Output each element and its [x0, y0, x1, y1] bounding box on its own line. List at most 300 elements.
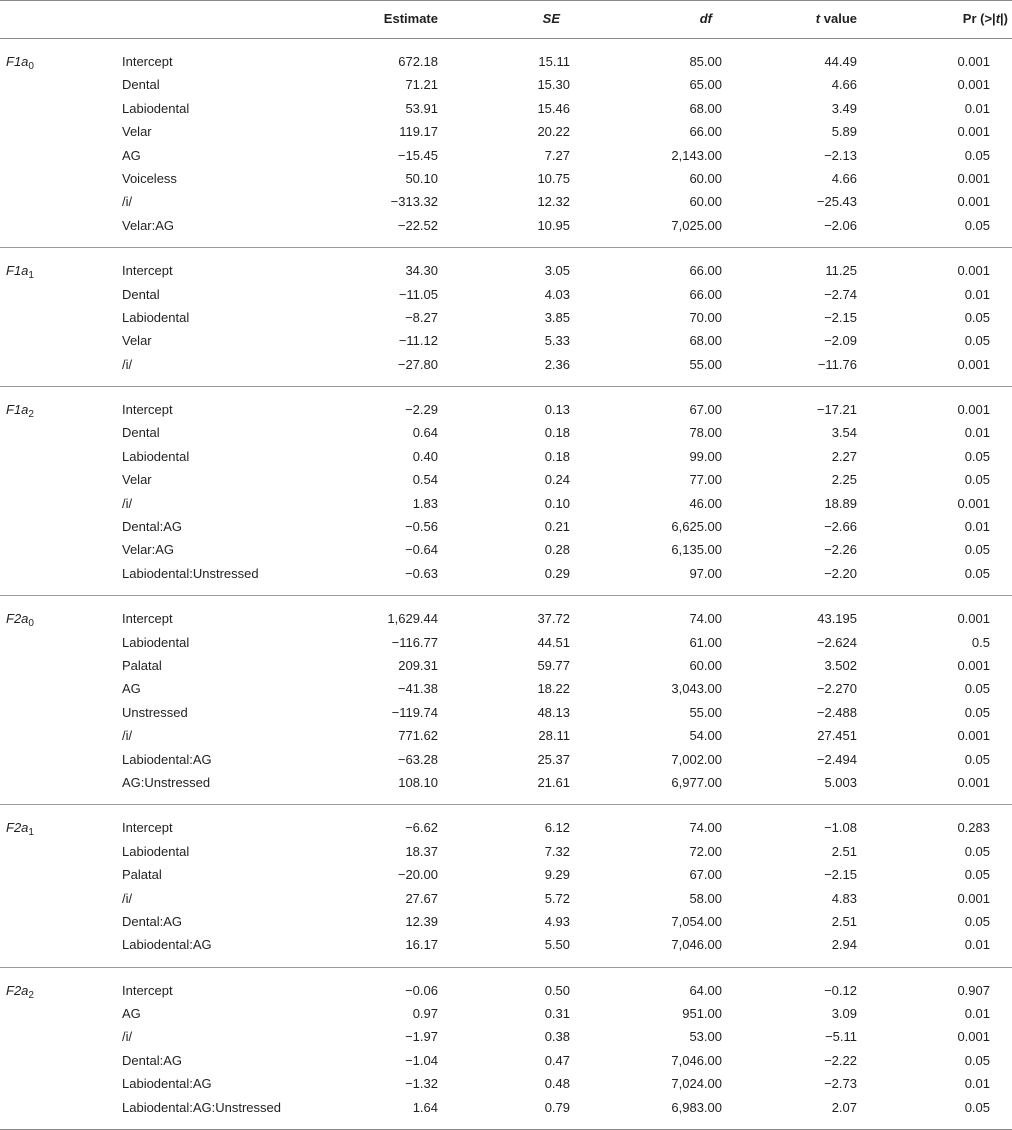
term-cell: Unstressed	[122, 704, 188, 720]
t-value-cell: −2.624	[816, 634, 857, 650]
se-cell: 4.03	[544, 286, 570, 302]
df-cell: 61.00	[689, 634, 722, 650]
df-cell: 66.00	[689, 286, 722, 302]
t-value-cell: 4.66	[831, 77, 857, 93]
se-cell: 7.32	[544, 843, 570, 859]
header-t-value	[816, 11, 857, 27]
p-value-cell: 0.001	[957, 194, 990, 210]
term-cell: AG	[122, 1006, 141, 1022]
table-row	[0, 468, 1012, 491]
df-cell: 58.00	[689, 890, 722, 906]
estimate-cell: 16.17	[405, 937, 438, 953]
se-cell: 0.50	[544, 982, 570, 998]
header-t-letter: t	[815, 11, 821, 26]
term-cell: /i/	[122, 728, 133, 744]
se-cell: 0.10	[544, 495, 570, 511]
term-cell: Dental	[122, 77, 160, 93]
t-value-cell: 4.83	[831, 890, 857, 906]
table-row	[0, 724, 1012, 747]
p-value-cell: 0.01	[964, 425, 990, 441]
header-pr-t: t	[995, 11, 1001, 26]
estimate-cell: −27.80	[397, 356, 438, 372]
table-section	[0, 39, 1012, 248]
header-estimate: Estimate	[383, 11, 438, 26]
table-row	[0, 398, 1012, 421]
term-cell: /i/	[122, 356, 133, 372]
df-cell: 951.00	[682, 1006, 722, 1022]
table-body	[0, 39, 1012, 1130]
term-cell: Intercept	[122, 982, 173, 998]
se-cell: 0.29	[544, 565, 570, 581]
df-cell: 6,977.00	[671, 774, 722, 790]
estimate-cell: −1.97	[405, 1029, 438, 1045]
df-cell: 74.00	[689, 611, 722, 627]
se-cell: 18.22	[537, 681, 570, 697]
p-value-cell: 0.05	[964, 751, 990, 767]
table-row	[0, 748, 1012, 771]
estimate-cell: 12.39	[405, 913, 438, 929]
table-row	[0, 631, 1012, 654]
df-cell: 67.00	[689, 402, 722, 418]
se-cell: 48.13	[537, 704, 570, 720]
estimate-cell: 0.97	[412, 1006, 438, 1022]
estimate-cell: −0.06	[405, 982, 438, 998]
t-value-cell: 3.09	[831, 1006, 857, 1022]
t-value-cell: −5.11	[825, 1029, 857, 1045]
estimate-cell: 18.37	[405, 843, 438, 859]
se-cell: 3.05	[544, 263, 570, 279]
table-row	[0, 144, 1012, 167]
df-cell: 99.00	[689, 448, 722, 464]
p-value-cell: 0.001	[957, 124, 990, 140]
df-cell: 7,002.00	[671, 751, 722, 767]
table-row	[0, 492, 1012, 515]
t-value-cell: 3.54	[831, 425, 857, 441]
estimate-cell: 0.54	[412, 472, 438, 488]
header-pr	[963, 11, 1008, 27]
df-cell: 67.00	[689, 867, 722, 883]
se-cell: 15.46	[537, 100, 570, 116]
estimate-cell: −6.62	[405, 820, 438, 836]
p-value-cell: 0.001	[957, 657, 990, 673]
se-cell: 0.28	[544, 542, 570, 558]
estimate-cell: −116.77	[391, 634, 438, 650]
term-cell: Velar:AG	[122, 542, 175, 558]
group-label-base: F2a	[6, 982, 29, 998]
t-value-cell: 4.66	[831, 170, 857, 186]
df-cell: 68.00	[689, 333, 722, 349]
term-cell: Dental:AG	[122, 1052, 182, 1068]
term-cell: Intercept	[122, 54, 173, 69]
se-cell: 7.27	[544, 147, 570, 163]
term-cell: Voiceless	[122, 170, 177, 186]
p-value-cell: 0.05	[964, 1099, 990, 1115]
p-value-cell: 0.001	[957, 170, 990, 186]
p-value-cell: 0.05	[964, 565, 990, 581]
se-cell: 10.75	[537, 170, 570, 186]
estimate-cell: 71.21	[405, 77, 438, 93]
t-value-cell: −2.73	[824, 1076, 857, 1092]
p-value-cell: 0.01	[964, 937, 990, 953]
df-cell: 74.00	[689, 820, 722, 836]
header-df: df	[699, 11, 712, 26]
t-value-cell: −2.270	[816, 681, 857, 697]
se-cell: 25.37	[537, 751, 570, 767]
p-value-cell: 0.05	[964, 333, 990, 349]
table-section	[0, 387, 1012, 596]
term-cell: Dental	[122, 286, 160, 302]
t-value-cell: 3.502	[824, 657, 857, 673]
estimate-cell: −1.32	[405, 1076, 438, 1092]
se-cell: 15.30	[537, 77, 570, 93]
table-row	[0, 562, 1012, 585]
term-cell: Labiodental:AG	[122, 751, 212, 767]
df-cell: 60.00	[689, 194, 722, 210]
table-row	[0, 771, 1012, 794]
se-cell: 6.12	[544, 820, 570, 836]
se-cell: 0.18	[544, 448, 570, 464]
df-cell: 66.00	[689, 124, 722, 140]
se-cell: 10.95	[537, 217, 570, 233]
t-value-cell: 5.003	[824, 774, 857, 790]
table-row	[0, 863, 1012, 886]
p-value-cell: 0.001	[957, 77, 990, 93]
table-row	[0, 1025, 1012, 1048]
group-label-subscript: 0	[28, 618, 34, 630]
t-value-cell: −2.20	[824, 565, 857, 581]
table-row	[0, 50, 1012, 73]
table-row	[0, 421, 1012, 444]
t-value-cell: 5.89	[831, 124, 857, 140]
table-header	[0, 0, 1012, 39]
table-row	[0, 190, 1012, 213]
df-cell: 85.00	[689, 54, 722, 69]
group-label-subscript: 1	[28, 270, 34, 282]
p-value-cell: 0.001	[957, 611, 990, 627]
t-value-cell: 2.51	[831, 913, 857, 929]
term-cell: Labiodental:AG	[122, 937, 212, 953]
p-value-cell: 0.01	[964, 1076, 990, 1092]
se-cell: 0.24	[544, 472, 570, 488]
t-value-cell: 2.51	[831, 843, 857, 859]
p-value-cell: 0.05	[964, 843, 990, 859]
se-cell: 28.11	[538, 728, 570, 744]
p-value-cell: 0.283	[957, 820, 990, 836]
se-cell: 37.72	[537, 611, 570, 627]
t-value-cell: −0.12	[824, 982, 857, 998]
se-cell: 5.50	[544, 937, 570, 953]
se-cell: 21.61	[537, 774, 570, 790]
estimate-cell: −0.56	[405, 519, 438, 535]
df-cell: 70.00	[689, 309, 722, 325]
df-cell: 3,043.00	[671, 681, 722, 697]
t-value-cell: −2.26	[824, 542, 857, 558]
term-cell: Labiodental:AG	[122, 1076, 212, 1092]
table-row	[0, 306, 1012, 329]
t-value-cell: −2.66	[824, 519, 857, 535]
group-label-subscript: 0	[28, 61, 34, 72]
term-cell: AG:Unstressed	[122, 774, 211, 790]
table-section	[0, 805, 1012, 967]
t-value-cell: −2.488	[816, 704, 857, 720]
t-value-cell: −2.09	[824, 333, 857, 349]
term-cell: /i/	[122, 495, 133, 511]
estimate-cell: −8.27	[405, 309, 438, 325]
group-label-base: F1a	[6, 402, 29, 418]
df-cell: 60.00	[689, 657, 722, 673]
se-cell: 0.79	[544, 1099, 570, 1115]
group-label-base: F1a	[6, 54, 29, 69]
estimate-cell: 1.83	[412, 495, 438, 511]
estimate-cell: 209.31	[398, 657, 438, 673]
term-cell: Intercept	[122, 820, 173, 836]
p-value-cell: 0.05	[964, 681, 990, 697]
t-value-cell: 2.25	[831, 472, 857, 488]
term-cell: Labiodental	[122, 843, 190, 859]
table-row	[0, 329, 1012, 352]
table-row	[0, 933, 1012, 956]
estimate-cell: −2.29	[405, 402, 438, 418]
p-value-cell: 0.907	[957, 982, 990, 998]
p-value-cell: 0.01	[964, 286, 990, 302]
df-cell: 2,143.00	[671, 147, 722, 163]
se-cell: 59.77	[537, 657, 570, 673]
table-row	[0, 979, 1012, 1002]
table-row	[0, 701, 1012, 724]
t-value-cell: −1.08	[824, 820, 857, 836]
table-row	[0, 167, 1012, 190]
table-row	[0, 445, 1012, 468]
term-cell: Intercept	[122, 611, 173, 627]
t-value-cell: −25.43	[816, 194, 857, 210]
term-cell: Dental:AG	[122, 519, 182, 535]
df-cell: 6,135.00	[671, 542, 722, 558]
table-row	[0, 1002, 1012, 1025]
t-value-cell: 2.94	[831, 937, 857, 953]
t-value-cell: −2.494	[816, 751, 857, 767]
t-value-cell: −17.21	[816, 402, 857, 418]
term-cell: Velar	[122, 124, 152, 140]
term-cell: Velar	[122, 472, 152, 488]
df-cell: 6,625.00	[671, 519, 722, 535]
table-row	[0, 214, 1012, 237]
header-t-rest: value	[820, 11, 857, 26]
t-value-cell: −2.06	[824, 217, 857, 233]
estimate-cell: −41.38	[397, 681, 438, 697]
estimate-cell: 53.91	[405, 100, 438, 116]
table-row	[0, 887, 1012, 910]
se-cell: 0.48	[544, 1076, 570, 1092]
p-value-cell: 0.05	[964, 704, 990, 720]
term-cell: Velar:AG	[122, 217, 175, 233]
estimate-cell: 34.30	[405, 263, 438, 279]
table-row	[0, 910, 1012, 933]
estimate-cell: 50.10	[405, 170, 438, 186]
term-cell: Velar	[122, 333, 152, 349]
estimate-cell: −15.45	[397, 147, 438, 163]
group-label-subscript: 2	[28, 989, 34, 1001]
table-row	[0, 97, 1012, 120]
p-value-cell: 0.001	[957, 402, 990, 418]
se-cell: 0.38	[544, 1029, 570, 1045]
p-value-cell: 0.05	[964, 217, 990, 233]
se-cell: 5.72	[544, 890, 570, 906]
p-value-cell: 0.001	[957, 54, 990, 69]
estimate-cell: 0.64	[412, 425, 438, 441]
t-value-cell: 3.49	[831, 100, 857, 116]
term-cell: Labiodental:AG:Unstressed	[122, 1099, 281, 1115]
t-value-cell: −2.15	[824, 867, 857, 883]
estimate-cell: 27.67	[405, 890, 438, 906]
t-value-cell: 11.25	[825, 263, 857, 279]
t-value-cell: −2.13	[824, 147, 857, 163]
table-row	[0, 677, 1012, 700]
t-value-cell: 2.27	[831, 448, 857, 464]
estimate-cell: 0.40	[412, 448, 438, 464]
table-row	[0, 353, 1012, 376]
estimate-cell: −0.64	[405, 542, 438, 558]
se-cell: 44.51	[537, 634, 570, 650]
p-value-cell: 0.001	[957, 728, 990, 744]
estimate-cell: −22.52	[397, 217, 438, 233]
term-cell: Palatal	[122, 657, 162, 673]
p-value-cell: 0.001	[957, 356, 990, 372]
p-value-cell: 0.05	[964, 542, 990, 558]
term-cell: AG	[122, 681, 141, 697]
t-value-cell: 18.89	[824, 495, 857, 511]
p-value-cell: 0.001	[957, 1029, 990, 1045]
df-cell: 60.00	[689, 170, 722, 186]
term-cell: Labiodental:Unstressed	[122, 565, 259, 581]
p-value-cell: 0.01	[964, 519, 990, 535]
p-value-cell: 0.05	[964, 913, 990, 929]
estimate-cell: 119.17	[399, 124, 438, 140]
df-cell: 53.00	[689, 1029, 722, 1045]
df-cell: 64.00	[689, 982, 722, 998]
df-cell: 65.00	[689, 77, 722, 93]
group-label-base: F2a	[6, 820, 29, 836]
se-cell: 0.18	[544, 425, 570, 441]
estimate-cell: −0.63	[405, 565, 438, 581]
table-row	[0, 840, 1012, 863]
header-pr-suffix: |)	[1000, 11, 1008, 26]
df-cell: 77.00	[689, 472, 722, 488]
se-cell: 0.47	[544, 1052, 570, 1068]
se-cell: 3.85	[544, 309, 570, 325]
table-row	[0, 538, 1012, 561]
df-cell: 7,054.00	[671, 913, 722, 929]
estimate-cell: 771.62	[398, 728, 438, 744]
t-value-cell: −2.74	[824, 286, 857, 302]
table-section	[0, 248, 1012, 387]
t-value-cell: −11.76	[817, 356, 857, 372]
t-value-cell: 27.451	[817, 728, 857, 744]
estimate-cell: −11.12	[398, 333, 438, 349]
df-cell: 46.00	[689, 495, 722, 511]
df-cell: 55.00	[689, 356, 722, 372]
estimate-cell: 1,629.44	[387, 611, 438, 627]
p-value-cell: 0.05	[964, 867, 990, 883]
df-cell: 7,046.00	[671, 1052, 722, 1068]
p-value-cell: 0.001	[957, 890, 990, 906]
estimate-cell: −11.05	[398, 286, 438, 302]
estimate-cell: 1.64	[412, 1099, 438, 1115]
df-cell: 78.00	[689, 425, 722, 441]
table-row	[0, 283, 1012, 306]
estimate-cell: −63.28	[397, 751, 438, 767]
df-cell: 6,983.00	[671, 1099, 722, 1115]
table-row	[0, 816, 1012, 839]
p-value-cell: 0.05	[964, 448, 990, 464]
df-cell: 54.00	[689, 728, 722, 744]
term-cell: AG	[122, 147, 141, 163]
table-row	[0, 73, 1012, 96]
p-value-cell: 0.05	[964, 472, 990, 488]
se-cell: 0.21	[544, 519, 570, 535]
term-cell: /i/	[122, 890, 133, 906]
se-cell: 4.93	[544, 913, 570, 929]
estimate-cell: 672.18	[398, 54, 438, 69]
term-cell: Labiodental	[122, 309, 190, 325]
se-cell: 5.33	[544, 333, 570, 349]
df-cell: 68.00	[689, 100, 722, 116]
se-cell: 15.11	[538, 54, 570, 69]
term-cell: Intercept	[122, 263, 173, 279]
estimate-cell: −313.32	[390, 194, 438, 210]
term-cell: Labiodental	[122, 634, 190, 650]
df-cell: 72.00	[689, 843, 722, 859]
p-value-cell: 0.05	[964, 147, 990, 163]
table-row	[0, 607, 1012, 630]
term-cell: Palatal	[122, 867, 162, 883]
estimate-cell: −119.74	[391, 704, 438, 720]
term-cell: /i/	[122, 194, 133, 210]
t-value-cell: −2.22	[824, 1052, 857, 1068]
df-cell: 66.00	[689, 263, 722, 279]
estimate-cell: 108.10	[398, 774, 438, 790]
table-row	[0, 1072, 1012, 1095]
group-label-base: F2a	[6, 611, 29, 627]
table-row	[0, 1096, 1012, 1119]
df-cell: 97.00	[689, 565, 722, 581]
t-value-cell: −2.15	[824, 309, 857, 325]
table-row	[0, 120, 1012, 143]
df-cell: 7,025.00	[671, 217, 722, 233]
p-value-cell: 0.05	[964, 309, 990, 325]
estimate-cell: −20.00	[397, 867, 438, 883]
t-value-cell: 2.07	[831, 1099, 857, 1115]
p-value-cell: 0.5	[971, 634, 990, 650]
table-section	[0, 968, 1012, 1130]
p-value-cell: 0.01	[964, 1006, 990, 1022]
p-value-cell: 0.001	[957, 774, 990, 790]
table-section	[0, 596, 1012, 805]
term-cell: Labiodental	[122, 448, 190, 464]
header-pr-prefix: Pr (>|	[962, 11, 996, 26]
p-value-cell: 0.001	[957, 495, 990, 511]
term-cell: /i/	[122, 1029, 133, 1045]
header-se: SE	[542, 11, 560, 26]
group-label-base: F1a	[6, 263, 29, 279]
se-cell: 0.13	[544, 402, 570, 418]
group-label-subscript: 1	[28, 827, 34, 839]
t-value-cell: 43.195	[817, 611, 857, 627]
term-cell: Dental:AG	[122, 913, 182, 929]
group-label-subscript: 2	[28, 409, 34, 421]
term-cell: Intercept	[122, 402, 173, 418]
p-value-cell: 0.01	[964, 100, 990, 116]
df-cell: 55.00	[689, 704, 722, 720]
